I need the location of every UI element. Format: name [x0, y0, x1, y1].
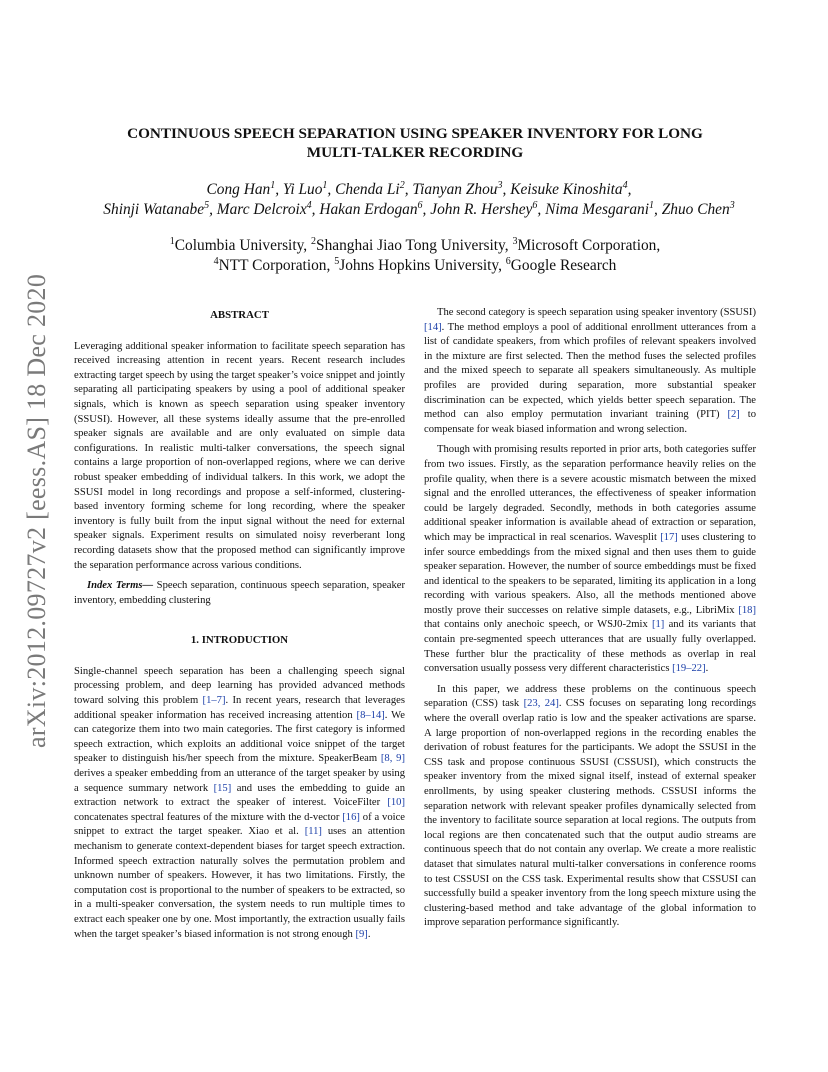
citation-link[interactable]: [17]: [660, 531, 678, 543]
intro-paragraph-2: The second category is speech separation using speaker inventory (SSUSI) [14]. The method employs a pool of additional enrollment utterances from a list of candidate speakers, from which profiles of relevant speakers involved in the mixture are first selected. Then the method fuses the selected profiles and the mixed speech to separate all speakers simultaneously. As multiple profiles are provided during separation, more substantial speaker discrimination can be expected, which yields better speech separation. The method can also employ permutation invariant training (PIT) [2] to compensate for weak biased information and wrong selection.: [424, 307, 756, 435]
author-affil-mark: 1: [322, 179, 328, 191]
citation-link[interactable]: [10]: [387, 797, 405, 809]
author-line-2: Shinji Watanabe$^5$, Marc Delcroix$^4$, Hakan Erdogan$^6$, John R. Hershey$^6$, Nima Mesgarani$^1$, Zhuo Chen$^3$: [103, 199, 735, 218]
affiliation-name: Johns Hopkins University,: [339, 257, 506, 274]
intro-paragraph-3: Though with promising results reported in prior arts, both categories suffer from two issues. Firstly, as the separation performance heavily relies on the profile quality, when there is a severe acoustic mismatch between the mixed signal and the enrolled utterances, the effectiveness of speaker information could be largely degraded. Secondly, methods in both categories assume additional speaker information is available ahead of extraction or separation, which may be impractical in real scenarios. Wavesplit [17] uses clustering to infer source embeddings from the mixed signal and then uses them to guide speaker separation. However, the number of source embeddings must be fixed and identical to the speakers to be separated, limiting its application in a long recording with various speakers. Also, all the methods mentioned above mostly prove their successes on relative simple datasets, e.g., LibriMix [18] that contains only anechoic speech, or WSJ0-2mix [1] and its variants that contain pre-segmented speech utterances that are usually fully overlapped. These further blur the practicality of these methods as overlap in real conversation usually possess very different characteristics [19–22].: [424, 444, 756, 675]
author-line-1: Cong Han$^1$, Yi Luo$^1$, Chenda Li$^2$, Tianyan Zhou$^3$, Keisuke Kinoshita$^4$,: [206, 179, 632, 198]
affiliation-line-1: [120, 236, 710, 256]
citation-link[interactable]: [23, 24]: [523, 698, 559, 710]
citation-link[interactable]: [1]: [651, 619, 665, 631]
affiliations: [120, 236, 710, 276]
abstract-heading: ABSTRACT: [210, 309, 269, 321]
right-column: [424, 306, 756, 937]
citation-link[interactable]: [14]: [424, 321, 442, 333]
author-affil-mark: 1: [270, 179, 276, 191]
author-name: Chenda Li: [335, 181, 400, 198]
author-name: Hakan Erdogan: [319, 201, 418, 218]
citation-link[interactable]: [15]: [213, 782, 232, 794]
author-affil-mark: 2: [399, 179, 405, 191]
author-name: Cong Han: [206, 181, 271, 198]
citation-link[interactable]: [19–22]: [672, 663, 706, 675]
affiliation-name: Google Research: [510, 257, 617, 274]
affil-mark: 6: [505, 255, 511, 267]
paper-title: [100, 124, 730, 162]
author-name: Tianyan Zhou: [412, 181, 498, 198]
affiliation-name: Shanghai Jiao Tong University,: [316, 237, 513, 254]
left-column: [74, 308, 405, 948]
author-affil-mark: 3: [497, 179, 503, 191]
title-line-1: CONTINUOUS SPEECH SEPARATION USING SPEAKER INVENTORY FOR LONG: [127, 125, 703, 142]
author-name: Nima Mesgarani: [545, 201, 649, 218]
citation-link[interactable]: [16]: [342, 811, 360, 823]
intro-heading: 1. INTRODUCTION: [190, 634, 289, 647]
affil-mark: 3: [512, 235, 518, 247]
author-name: Keisuke Kinoshita: [510, 181, 623, 198]
affiliation-name: Microsoft Corporation,: [517, 237, 661, 254]
affil-mark: 5: [334, 255, 340, 267]
author-affil-mark: 4: [306, 199, 312, 211]
citation-link[interactable]: [8, 9]: [380, 753, 405, 765]
affiliation-name: Columbia University,: [174, 237, 312, 254]
title-line-2: MULTI-TALKER RECORDING: [306, 144, 524, 161]
citation-link[interactable]: [11]: [304, 826, 322, 838]
affil-mark: 2: [311, 235, 317, 247]
index-terms-label: Index Terms—: [87, 580, 154, 592]
author-affil-mark: 6: [532, 199, 538, 211]
author-name: Zhuo Chen: [661, 201, 730, 218]
author-list: [78, 180, 760, 220]
citation-link[interactable]: [8–14]: [356, 709, 385, 721]
author-name: Yi Luo: [282, 181, 323, 198]
index-terms: [74, 579, 405, 608]
abstract-body: Leveraging additional speaker information to facilitate speech separation has received increasing attention in recent years. Recent research includes extracting target speech by using the target speaker’s voice snippet and jointly separating all participating speakers by using a pool of additional speaker signals, which is known as speech separation using speaker inventory (SSUSI). However, all these systems ideally assume that the pre-enrolled speaker signals are available and are only evaluated on simple data configurations. In realistic multi-talker conversations, the speech signal contains a large proportion of non-overlapped regions, where we can derive robust speaker embedding of individual talkers. In this work, we adopt the SSUSI model in long recordings and propose a self-informed, clustering-based inventory forming scheme for long recording, where the speaker inventory is fully built from the input signal without the need for external speaker signals. Experiment results on simulated noisy reverberant long recording datasets show that the proposed method can significantly improve the separation performance across various conditions.: [74, 340, 405, 571]
author-affil-mark: 6: [417, 199, 423, 211]
intro-paragraph-4: In this paper, we address these problems on the continuous speech separation (CSS) task [23, 24]. CSS focuses on separating long recordings where the overall overlap ratio is low and the speaker activations are sparse. A large proportion of non-overlapped regions in the recording enables the derivation of robust features for the participants. We adopt the SSUSI in the CSS task and propose continuous SSUSI (CSSUSI), which constructs the speaker inventory from the mixed signal itself, instead of external speaker enrollments, by using speaker clustering methods. CSSUSI informs the separation network with relevant speaker profiles dynamically selected from the inventory to facilitate source separation at local regions. The outputs from local regions are then concatenated such that the output audio streams are continuous speech that do not contain any overlap. We create a more realistic dataset that simulates natural multi-talker conversations in conference rooms to test CSSUSI on the CSS task. Experimental results show that CSSUSI can successfully build a speaker inventory from the long speech mixture using the clustering-based method and take advantage of the global information to improve separation performance significantly.: [424, 683, 757, 929]
author-affil-mark: 5: [204, 199, 210, 211]
arxiv-stamp: arXiv:2012.09727v2 [eess.AS] 18 Dec 2020: [22, 273, 51, 748]
affiliation-name: NTT Corporation,: [218, 257, 335, 274]
author-affil-mark: 3: [729, 199, 735, 211]
citation-link[interactable]: [18]: [738, 604, 756, 616]
index-terms-text: Speech separation, continuous speech separation, speaker inventory, embedding clustering: [74, 580, 405, 606]
citation-link[interactable]: [9]: [355, 928, 368, 940]
intro-paragraph-1: Single-channel speech separation has been a challenging speech signal processing problem, and deep learning has provided advanced methods toward solving this problem [1–7]. In recent years, research that leverages additional speaker information has received increasing attention [8–14]. We can categorize them into two main categories. The first category is informed speech extraction, which exploits an additional voice snippet of the target speaker to distinguish his/her speech from the mixture. SpeakerBeam [8, 9] derives a speaker embedding from an utterance of the target speaker by using a sequence summary network [15] and uses the embedding to guide an extraction network to extract the speaker of interest. VoiceFilter [10] concatenates spectral features of the mixture with the d-vector [16] of a voice snippet to extract the target speaker. Xiao et al. [11] uses an attention mechanism to generate context-dependent biases for target speech extraction. Informed speech extraction naturally solves the permutation problem and unknown number of speakers. However, it has two limitations. Firstly, the computation cost is proportional to the number of speakers to be extracted, so in a multi-speaker conversation, the system needs to run multiple times to extract each speaker one by one. Most importantly, the extraction usually fails when the target speaker’s biased information is not strong enough [9].: [74, 665, 405, 940]
affil-mark: 1: [169, 235, 175, 247]
affil-mark: 4: [213, 255, 219, 267]
author-name: Shinji Watanabe: [103, 201, 205, 218]
affiliation-line-2: [120, 256, 710, 276]
author-name: John R. Hershey: [430, 201, 533, 218]
author-name: Marc Delcroix: [216, 201, 307, 218]
citation-link[interactable]: [2]: [727, 409, 740, 421]
citation-link[interactable]: [1–7]: [202, 695, 226, 707]
author-affil-mark: 4: [622, 179, 628, 191]
author-affil-mark: 1: [649, 199, 654, 211]
